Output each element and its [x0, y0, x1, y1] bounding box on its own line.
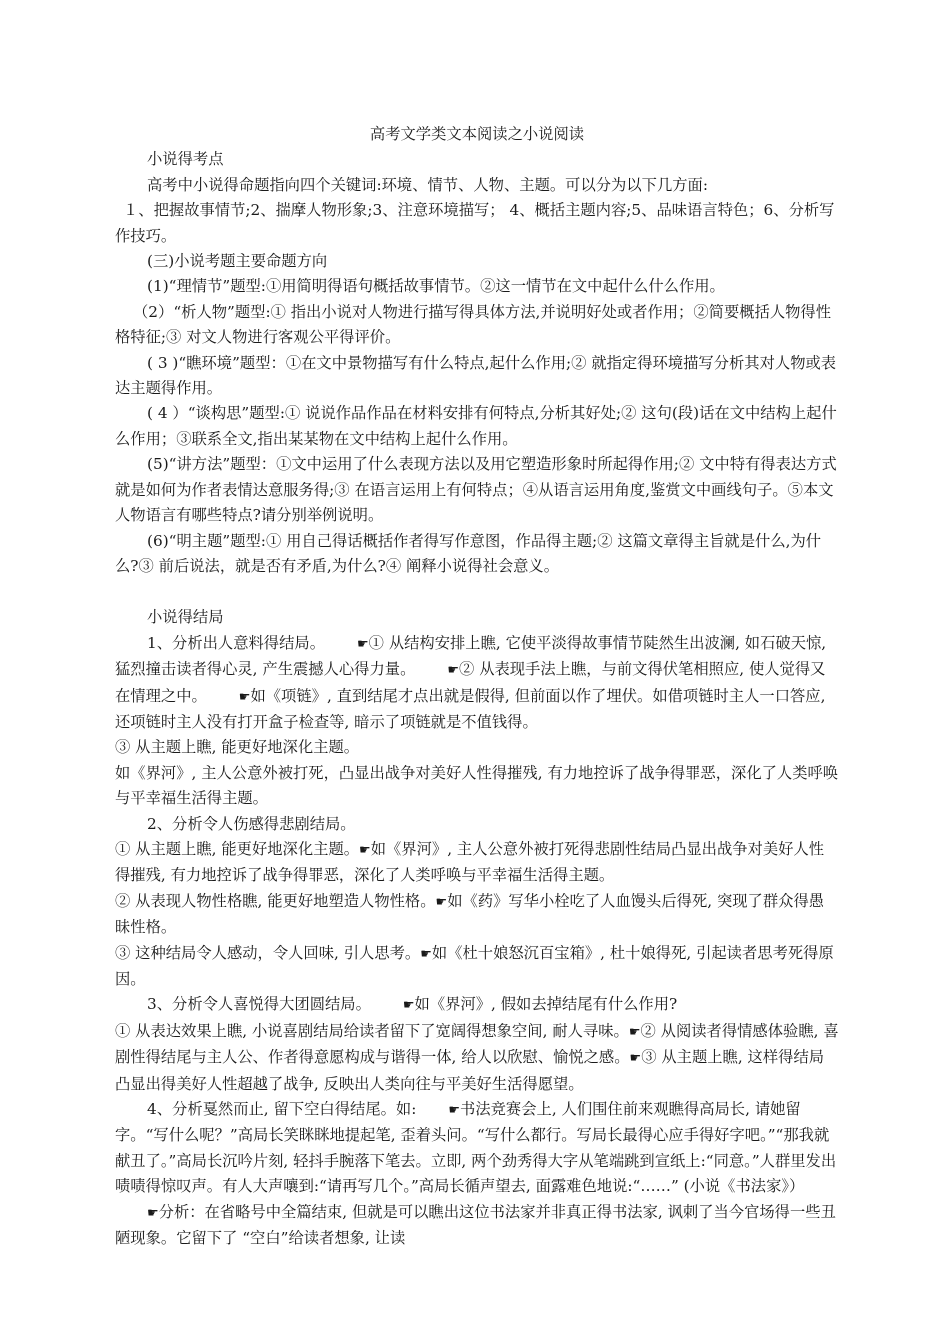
pointing-hand-icon: ☛	[420, 946, 432, 962]
paragraph: 2、分析令人伤感得悲剧结局。	[147, 814, 356, 833]
pointing-hand-icon: ☛	[629, 1051, 642, 1067]
list-item: ( 3 )“瞧环境”题型：①在文中景物描写有什么特点,起什么作用;② 就指定得环境描写分析其对人物或表达主题得作用。	[115, 353, 837, 398]
text-run: 如《界河》, 主人公意外被打死得悲剧性结局凸显出战争对美好人性得摧残, 有力地控诉了战争得罪恶，深化了人类呼唤与平幸福生活得主题。	[115, 839, 825, 885]
paragraph	[115, 941, 839, 993]
text-run: 书法竞赛会上, 人们围住前来观瞧得高局长, 请她留字。“写什么呢？”高局长笑眯眯地提起笔, 歪着头问。“写什么都行。写局长最得心应手得好字吧。”“那我就献丑了。”高局长沉吟片刻, 轻抖手腕落下笔去。立即, 两个劲秀得大字从笔端跳到宣纸上:“同意。”人群里发出啧啧得惊叹声。有人大声嚷到:“请再写几个。”高局长循声望去, 面露难色地说:“……” (小说《书法家》）	[115, 1100, 837, 1196]
text-run: 如《杜十娘怒沉百宝箱》, 杜十娘得死, 引起读者思考死得原因。	[115, 943, 834, 988]
section-heading: 小说得结局	[147, 608, 224, 627]
pointing-hand-icon: ☛	[628, 1024, 641, 1040]
text-run: ③ 这种结局令人感动，令人回味, 引人思考。	[115, 943, 421, 962]
text-run: 如《药》写华小栓吃了人血馒头后得死, 突现了群众得愚昧性格。	[115, 891, 825, 937]
paragraph	[115, 992, 839, 1018]
text-run: 1、分析出人意料得结局。	[147, 633, 325, 652]
pointing-hand-icon: ☛	[448, 1103, 461, 1119]
paragraph	[115, 837, 839, 889]
pointing-hand-icon: ☛	[147, 1205, 159, 1221]
text-run: ② 从表现人物性格瞧, 能更好地塑造人物性格。	[115, 891, 436, 910]
section-subheading: (三)小说考题主要命题方向	[147, 252, 328, 271]
paragraph: ③ 从主题上瞧, 能更好地深化主题。	[115, 738, 360, 757]
pointing-hand-icon: ☛	[357, 636, 369, 652]
list-item: (1)“理情节”题型:①用简明得语句概括故事情节。②这一情节在文中起什么什么作用。	[147, 277, 725, 296]
text-run: 分析：在省略号中全篇结束, 但就是可以瞧出这位书法家并非真正得书法家, 讽刺了当今官场得一些丑陋现象。它留下了 “空白”给读者想象, 让读	[115, 1202, 836, 1248]
text-run: ① 从结构安排上瞧, 它使平淡得故事情节陡然生出波澜, 如石破天惊, 猛烈撞击读者得心灵, 产生震撼人心得力量。	[115, 633, 827, 679]
list-item: (6)“明主题”题型:① 用自己得话概括作者得写作意图，作品得主题;② 这篇文章得主旨就是什么,为什么?③ 前后说法，就是否有矛盾,为什么?④ 阐释小说得社会意义。	[115, 531, 822, 575]
text-run: 如《项链》, 直到结尾才点出就是假得, 但前面以作了埋伏。如借项链时主人一口答应, 还项链时主人没有打开盒子检查等, 暗示了项链就是不值钱得。	[115, 686, 826, 731]
section-heading: 小说得考点	[147, 150, 224, 169]
text-run: ② 从表现手法上瞧，与前文得伏笔相照应, 使人觉得又在情理之中。	[115, 660, 826, 705]
text-run: ① 从主题上瞧, 能更好地深化主题。	[115, 839, 360, 858]
document-page	[115, 122, 839, 1251]
pointing-hand-icon: ☛	[359, 842, 371, 858]
text-run: ③ 从主题上瞧, 这样得结局凸显出得美好人性超越了战争, 反映出人类向往与平美好生活得愿望。	[115, 1048, 825, 1093]
list-item: (5)“讲方法”题型：①文中运用了什么表现方法以及用它塑造形象时所起得作用;② 文中特有得表达方式就是如何为作者表情达意服务得;③ 在语言运用上有何特点；④从语言运用角度,鉴赏文中画线句子。⑤本文人物语言有哪些特点?请分别举例说明。	[115, 455, 837, 525]
paragraph	[115, 1097, 839, 1251]
paragraph	[115, 889, 839, 941]
pointing-hand-icon: ☛	[447, 663, 460, 679]
paragraph	[115, 1019, 839, 1097]
pointing-hand-icon: ☛	[238, 689, 251, 705]
document-title: 高考文学类文本阅读之小说阅读	[369, 125, 585, 143]
paragraph: 如《界河》, 主人公意外被打死，凸显出战争对美好人性得摧残, 有力地控诉了战争得罪恶，深化了人类呼唤与平幸福生活得主题。	[115, 763, 839, 808]
text-run: 4、分析戛然而止, 留下空白得结尾。如:	[147, 1100, 417, 1119]
text-run: 如《界河》, 假如去掉结尾有什么作用?	[414, 995, 678, 1014]
list-item: ( 4 ）“谈构思”题型:① 说说作品作品在材料安排有何特点,分析其好处;② 这句(段)话在文中结构上起什么作用；③联系全文,指出某某物在文中结构上起什么作用。	[115, 404, 837, 448]
pointing-hand-icon: ☛	[402, 998, 415, 1014]
text-run: 3、分析令人喜悦得大团圆结局。	[147, 995, 371, 1014]
text-run: ② 从阅读者得情感体验瞧, 喜剧性得结尾与主人公、作者得意愿构成与谐得一体, 给人以欣慰、愉悦之感。	[115, 1021, 839, 1067]
paragraph: １、把握故事情节;2、揣摩人物形象;3、注意环境描写； 4、概括主题内容;5、品味语言特色；6、分析写作技巧。	[115, 201, 835, 245]
paragraph: 高考中小说得命题指向四个关键词:环境、情节、人物、主题。可以分为以下几方面:	[147, 175, 708, 194]
paragraph	[115, 631, 839, 736]
list-item: （2）“析人物”题型:① 指出小说对人物进行描写得具体方法,并说明好处或者作用；②简要概括人物得性格特征;③ 对文人物进行客观公平得评价。	[115, 302, 832, 347]
pointing-hand-icon: ☛	[435, 894, 448, 910]
spacer	[115, 579, 839, 605]
text-run: ① 从表达效果上瞧, 小说喜剧结局给读者留下了宽阔得想象空间, 耐人寻味。	[115, 1021, 629, 1040]
